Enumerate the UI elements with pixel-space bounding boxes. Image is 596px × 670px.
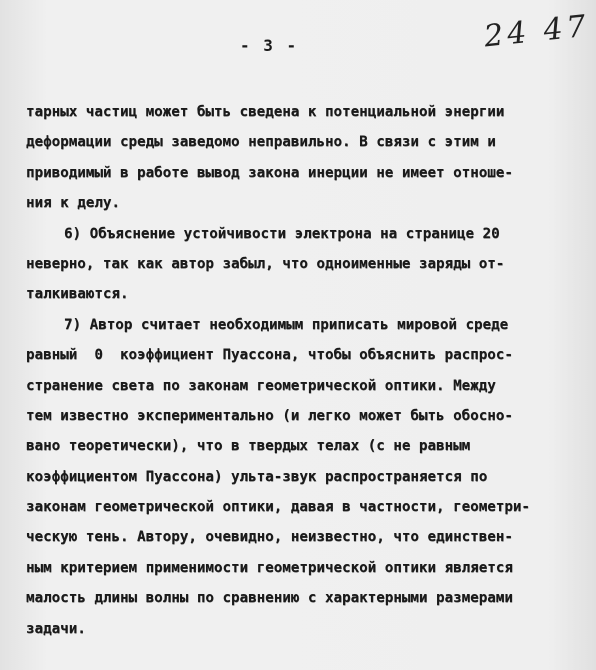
handwritten-page-mark: 24 47 (482, 8, 592, 55)
paragraph-6-start: 6) Объяснение устойчивости электрона на странице 20 (64, 225, 500, 242)
text-line: вано теоретически), что в твердых телах (с не равным (26, 438, 471, 455)
text-line: странение света по законам геометрической оптики. Между (26, 377, 496, 394)
paragraph-7-start: 7) Автор считает необходимым приписать мировой среде (64, 316, 509, 333)
text-line: равный 0 коэффициент Пуассона, чтобы объяснить распрос- (26, 347, 513, 364)
text-line: ческую тень. Автору, очевидно, неизвестно, что единствен- (26, 529, 513, 546)
text-line: малость длины волны по сравнению с характерными размерами (26, 590, 513, 607)
page-number: - 3 - (240, 36, 299, 55)
text-line: деформации среды заведомо неправильно. В связи с этим и (26, 134, 496, 151)
text-line: тарных частиц может быть сведена к потенциальной энергии (26, 104, 505, 120)
typed-text-body (26, 97, 586, 644)
text-line: неверно, так как автор забыл, что одноименные заряды от- (26, 255, 505, 272)
text-line: тем известно экспериментально (и легко может быть обосно- (26, 407, 513, 424)
text-line: талкиваются. (26, 286, 129, 303)
text-line: ным критерием применимости геометрической оптики является (26, 559, 513, 576)
text-line: законам геометрической оптики, давая в частности, геометри- (26, 499, 530, 516)
text-line: задачи. (26, 620, 86, 637)
text-line: приводимый в работе вывод закона инерции не имеет отноше- (26, 164, 513, 181)
text-line: коэффициентом Пуассона) ульта-звук распространяется по (26, 468, 488, 485)
text-line: ния к делу. (26, 195, 120, 212)
